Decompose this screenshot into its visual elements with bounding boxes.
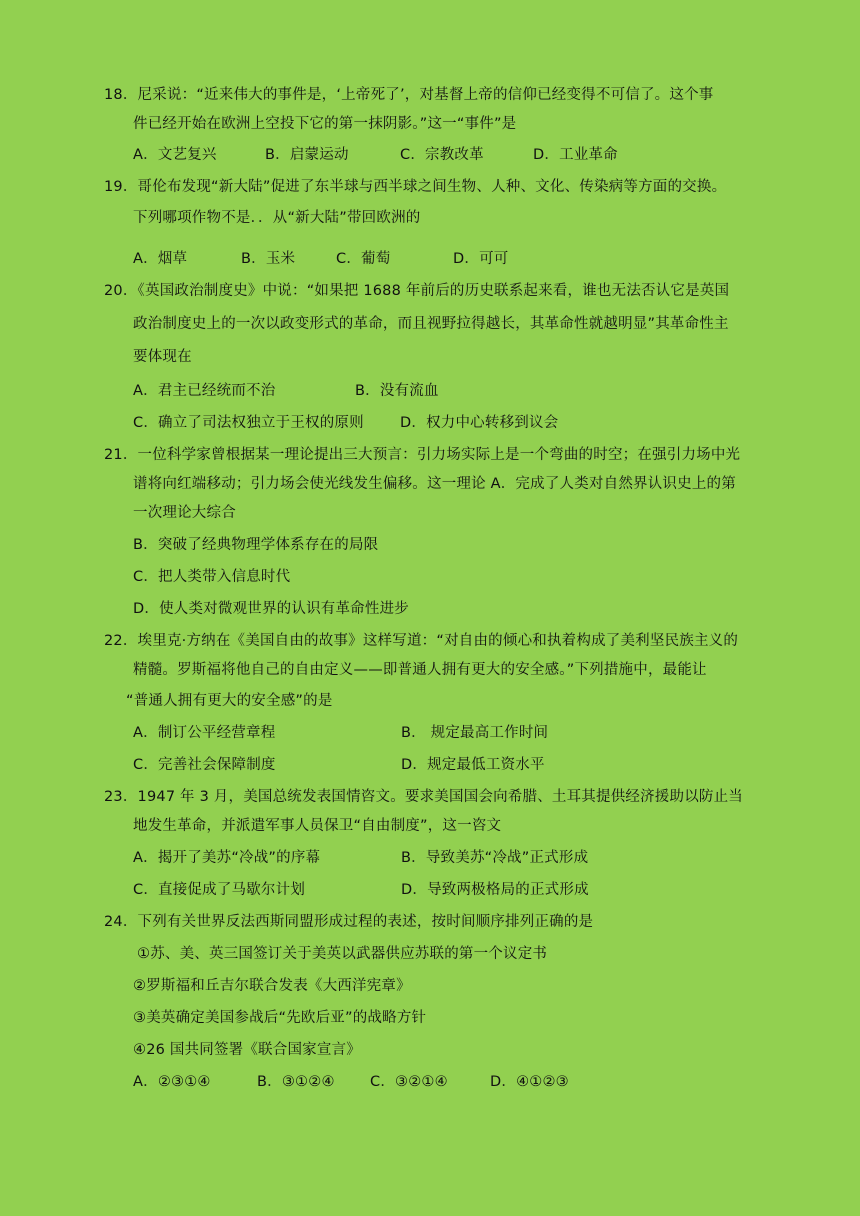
- option-d[interactable]: D．使人类对微观世界的认识有革命性进步: [133, 601, 409, 617]
- option-c[interactable]: C．葡萄: [336, 251, 391, 267]
- question-20-stem-line-3: 要体现在: [133, 349, 192, 365]
- option-d[interactable]: D．可可: [453, 251, 509, 267]
- question-20-stem-line-1: 20．《英国政治制度史》中说：“如果把 1688 年前后的历史联系起来看，谁也无法否认它是英国: [104, 283, 730, 299]
- question-22-options-row-2: [133, 755, 545, 775]
- question-22-stem-line-3: “普通人拥有更大的安全感”的是: [126, 693, 333, 709]
- question-23-options-row-1: [133, 848, 588, 868]
- option-b[interactable]: B．导致美苏“冷战”正式形成: [401, 850, 589, 866]
- option-b[interactable]: B．启蒙运动: [265, 147, 349, 163]
- option-b[interactable]: B．③①②④: [257, 1074, 335, 1090]
- option-c[interactable]: C．直接促成了马歇尔计划: [133, 882, 306, 898]
- option-a[interactable]: A．君主已经统而不治: [133, 383, 276, 399]
- option-d[interactable]: D．权力中心转移到议会: [400, 415, 559, 431]
- option-c[interactable]: C．确立了司法权独立于王权的原则: [133, 415, 364, 431]
- option-c[interactable]: C．宗教改革: [400, 147, 484, 163]
- option-a[interactable]: A．制订公平经营章程: [133, 725, 276, 741]
- question-22-stem-line-1: 22．埃里克·方纳在《美国自由的故事》这样写道：“对自由的倾心和执着构成了美利坚民族主义的: [104, 633, 739, 649]
- option-c[interactable]: C．把人类带入信息时代: [133, 569, 291, 585]
- question-23-options-row-2: [133, 880, 589, 900]
- question-24-options: [133, 1072, 569, 1092]
- option-b[interactable]: B． 规定最高工作时间: [401, 725, 549, 741]
- question-22-stem-line-2: 精髓。罗斯福将他自己的自由定义——即普通人拥有更大的安全感。”下列措施中，最能让: [133, 662, 707, 678]
- question-22-options-row-1: [133, 723, 548, 743]
- question-23-stem-line-1: 23．1947 年 3 月，美国总统发表国情咨文。要求美国国会向希腊、土耳其提供经济援助以防止当: [104, 789, 744, 805]
- question-20-options-row-2: [133, 413, 558, 433]
- option-b[interactable]: B．玉米: [241, 251, 296, 267]
- question-19-options: [133, 249, 508, 269]
- option-d[interactable]: D．导致两极格局的正式形成: [401, 882, 589, 898]
- question-21-stem-line-3: 一次理论大综合: [133, 505, 236, 521]
- question-19-stem-line-1: 19．哥伦布发现“新大陆”促进了东半球与西半球之间生物、人种、文化、传染病等方面的交换。: [104, 179, 727, 195]
- option-d[interactable]: D．规定最低工资水平: [401, 757, 545, 773]
- option-b[interactable]: B．没有流血: [355, 383, 439, 399]
- question-21-stem-line-1: 21．一位科学家曾根据某一理论提出三大预言：引力场实际上是一个弯曲的时空；在强引力场中光: [104, 447, 741, 463]
- option-a[interactable]: A．烟草: [133, 251, 188, 267]
- option-c[interactable]: C．完善社会保障制度: [133, 757, 276, 773]
- statement-1: ①苏、美、英三国签订关于美英以武器供应苏联的第一个议定书: [137, 946, 548, 962]
- option-d[interactable]: D．工业革命: [533, 147, 618, 163]
- question-21-stem-line-2: 谱将向红端移动；引力场会使光线发生偏移。这一理论 A．完成了人类对自然界认识史上的第: [133, 476, 736, 492]
- option-a[interactable]: A．②③①④: [133, 1074, 211, 1090]
- statement-3: ③美英确定美国参战后“先欧后亚”的战略方针: [133, 1010, 427, 1026]
- question-23-stem-line-2: 地发生革命，并派遣军事人员保卫“自由制度”，这一咨文: [133, 818, 502, 834]
- question-18-stem-line-1: 18．尼采说：“近来伟大的事件是，‘上帝死了’，对基督上帝的信仰已经变得不可信了。这个事: [104, 87, 714, 103]
- question-20-options-row-1: [133, 381, 439, 401]
- option-b[interactable]: B．突破了经典物理学体系存在的局限: [133, 537, 379, 553]
- option-a[interactable]: A．文艺复兴: [133, 147, 217, 163]
- question-20-stem-line-2: 政治制度史上的一次以政变形式的革命，而且视野拉得越长，其革命性就越明显”其革命性主: [133, 316, 729, 332]
- statement-4: ④26 国共同签署《联合国家宣言》: [133, 1042, 361, 1058]
- question-18-stem-line-2: 件已经开始在欧洲上空投下它的第一抹阴影。”这一“事件”是: [133, 116, 517, 132]
- question-24-stem-line-1: 24．下列有关世界反法西斯同盟形成过程的表述，按时间顺序排列正确的是: [104, 914, 594, 930]
- question-18-options: [133, 145, 618, 165]
- statement-2: ②罗斯福和丘吉尔联合发表《大西洋宪章》: [133, 978, 411, 994]
- option-d[interactable]: D．④①②③: [490, 1074, 569, 1090]
- option-a[interactable]: A．揭开了美苏“冷战”的序幕: [133, 850, 321, 866]
- option-c[interactable]: C．③②①④: [370, 1074, 448, 1090]
- question-19-stem-line-2: 下列哪项作物不是．．从“新大陆”带回欧洲的: [133, 210, 421, 226]
